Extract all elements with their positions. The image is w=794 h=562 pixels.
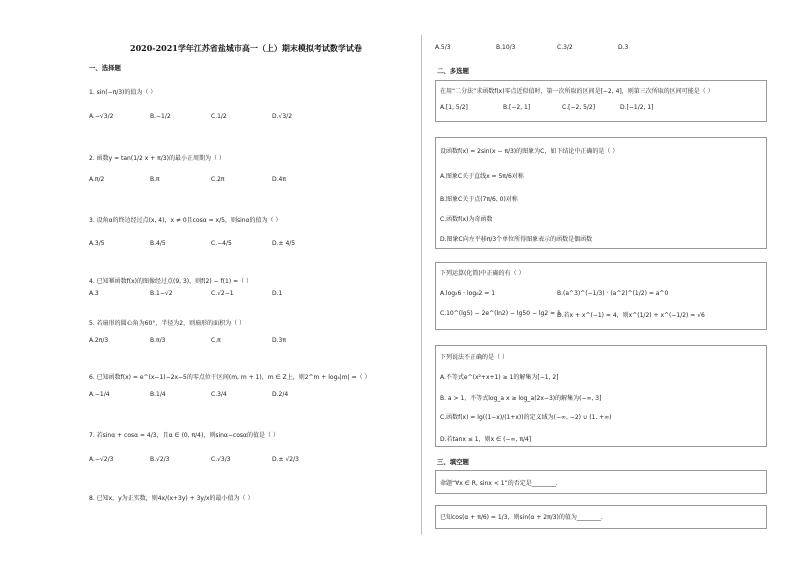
question-1-option-c: C.1/2 [211,113,227,120]
question-5-option-b: B.π/3 [150,337,166,344]
question-5-option-c: C.π [211,337,221,344]
question-1-option-d: D.√3/2 [272,113,293,120]
question-3-option-a: A.3/5 [89,240,105,247]
multi-question-1-option-a: A.[1, 5/2] [440,104,468,111]
question-1-stem: 1. sin(−π/3)的值为（ ） [89,89,157,96]
multi-question-2-option-d: D.图象C向左平移π/3个单位所得图象表示的函数是偶函数 [440,236,593,243]
question-3-option-c: C.−4/5 [211,240,232,247]
question-2-stem: 2. 函数y = tan(1/2 x + π/3)的最小正周期为（ ） [89,155,225,162]
question-4-stem: 4. 已知幂函数f(x)的图像经过点(9, 3)，则f(2) − f(1) =（ ） [89,278,253,285]
question-4-option-d: D.1 [272,290,283,297]
multi-question-4-option-c: C.函数f(x) = lg((1−x)/(1+x))的定义域为(−∞, −2) ∪ (1, +∞) [440,414,612,421]
question-1-option-a: A.−√3/2 [89,113,114,120]
question-3-stem: 3. 设角α的终边经过点(x, 4)，x ≠ 0且cosα = x/5，则sinα的值为（ ） [89,217,282,224]
multi-question-2-option-a: A.图象C关于直线x = 5π/6对称 [440,173,524,180]
question-5-stem: 5. 若扇形的圆心角为60°，半径为2，则扇形的面积为（ ） [89,320,245,327]
question-1-option-b: B.−1/2 [150,113,171,120]
question-4-option-a: A.3 [89,290,99,297]
question-7-option-a: A.−√2/3 [89,456,114,463]
question-7-option-c: C.√3/3 [211,456,231,463]
question-8-option-d: D.3 [618,44,629,51]
question-8-stem: 8. 已知x，y为正实数，则4x/(x+3y) + 3y/x的最小值为（ ） [89,495,254,502]
question-2-option-c: C.2π [211,176,225,183]
multi-question-4-stem: 下列说法不正确的是（ ） [440,354,508,361]
multi-question-1-option-b: B.[−2, 1] [503,104,531,111]
multi-question-1-option-d: D.[−1/2, 1] [620,104,654,111]
question-6-option-a: A.−1/4 [89,391,110,398]
question-6-option-b: B.1/4 [150,391,166,398]
multi-question-4-option-a: A.不等式e^(x²+x+1) ≥ 1的解集为[−1, 2] [440,374,559,381]
multi-question-2-stem: 设函数f(x) = 2sin(x − π/3)的图象为C，如下结论中正确的是（ ） [440,148,619,155]
multi-question-2-option-b: B.图象C关于点(7π/6, 0)对称 [440,196,518,203]
question-3-option-b: B.4/5 [150,240,166,247]
question-4-option-c: C.√2−1 [211,290,234,297]
multi-question-4-option-d: D.若tanx ≤ 1，则x ∈ (−∞, π/4] [440,436,532,443]
multi-question-4-option-b: B. a > 1，不等式log_a x ≥ log_a(2x−3)的解集为(−∞, 3] [440,395,602,402]
section-heading-multi: 二、多选题 [437,67,469,75]
question-5-option-d: D.3π [272,337,286,344]
question-2-option-b: B.π [150,176,160,183]
question-6-option-d: D.2/4 [272,391,289,398]
multi-question-1-stem: 在用“二分法”求函数f(x)零点近似值时，第一次所取的区间是[−2, 4]，则第三次所取的区间可能是（ ） [440,88,714,95]
multi-question-3-option-d: D.若x + x^(−1) = 4，则x^(1/2) + x^(−1/2) = √6 [557,312,705,319]
multi-question-1-option-c: C.[−2, 5/2] [562,104,596,111]
question-3-option-d: D.± 4/5 [272,240,296,247]
section-heading-single: 一、选择题 [89,64,121,72]
question-7-option-d: D.± √2/3 [272,456,299,463]
fill-question-1-stem: 命题“∀x ∈ R, sinx < 1”的否定是________. [440,480,558,487]
multi-question-3-option-c: C.10^(lg5) − 2e^(ln2) − lg50 − lg2 = 1 [440,310,561,317]
multi-question-3-stem: 下列运算(化简)中正确的有（ ） [440,270,525,277]
multi-question-2-option-c: C.函数f(x)为奇函数 [440,216,493,223]
column-divider [421,35,422,535]
question-8-option-b: B.10/3 [496,44,516,51]
question-6-stem: 6. 已知函数f(x) = e^(x−1)−2x−5的零点位于区间(m, m + 1)，m ∈ Z上，则2^m + log₄|m| =（ ） [89,374,371,381]
question-2-option-a: A.π/2 [89,176,105,183]
question-8-option-a: A.5/3 [435,44,451,51]
question-7-option-b: B.√2/3 [150,456,170,463]
question-5-option-a: A.2π/3 [89,337,109,344]
section-heading-fill: 三、填空题 [437,458,469,466]
question-4-option-b: B.1−√2 [150,290,173,297]
question-6-option-c: C.3/4 [211,391,227,398]
question-7-stem: 7. 若sinα + cosα = 4/3，且α ∈ (0, π/4)，则sinα−cosα的值是（ ） [89,432,279,439]
multi-question-3-option-b: B.(a^3)^(−1/3) · (a^2)^(1/2) = a^0 [557,290,669,297]
question-2-option-d: D.4π [272,176,286,183]
question-8-option-c: C.3/2 [557,44,573,51]
page-title: 2020-2021学年江苏省盐城市高一（上）期末模拟考试数学试卷 [130,43,362,53]
multi-question-3-option-a: A.log₂6 · log₆2 = 1 [440,290,496,297]
fill-question-2-stem: 已知cos(α + π/6) = 1/3，则sin(α + 2π/3)的值为________. [440,514,603,521]
